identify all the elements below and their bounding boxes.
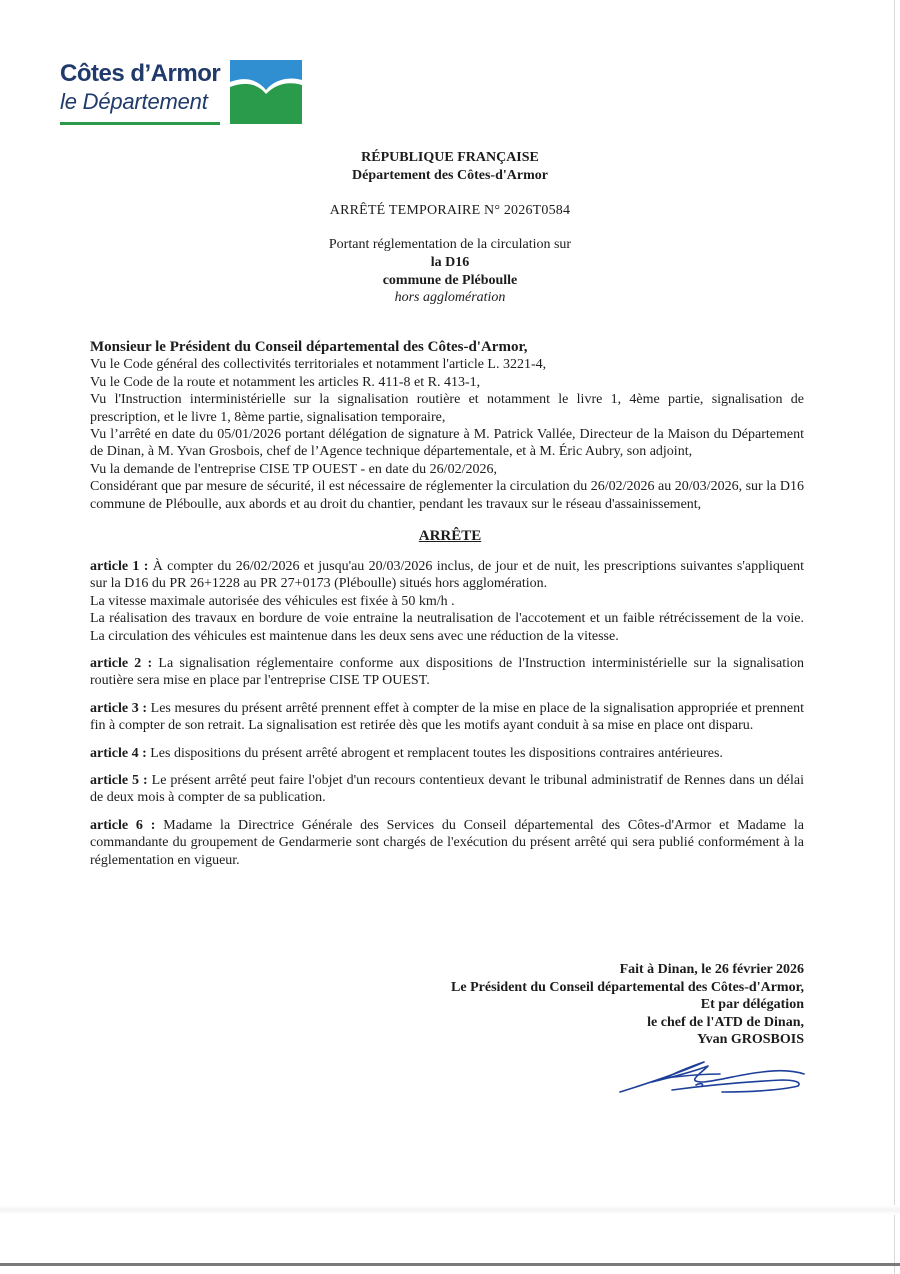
republique-heading: RÉPUBLIQUE FRANÇAISE [361,150,539,165]
article-text: La signalisation réglementaire conforme aux dispositions de l'Instruction interministérielle sur la signalisation routière sera mise en place par l'entreprise CISE TP OUEST. [90,656,805,689]
subject-line: Portant réglementation de la circulation sur [328,237,572,252]
preamble-line: Vu l'Instruction interministérielle sur la signalisation routière et notamment le livre 1, 4ème partie, signalisation de prescription, et le livre 1, 8ème partie, signalisation temporaire, [90,392,804,425]
departement-heading: Département des Côtes-d'Armor [352,168,548,183]
commune-name: commune de Pléboulle [382,273,518,288]
delegation-line: Et par délégation [700,997,804,1013]
preamble-line: Vu le Code de la route et notamment les articles R. 411-8 et R. 413-1, [90,374,481,390]
article-2 [90,655,804,690]
scan-artifact [0,1205,900,1215]
signatory-title: Le Président du Conseil départemental des Côtes-d'Armor, [451,979,804,995]
page-edge [894,0,895,1274]
article-label: article 3 : [90,700,148,716]
signatory-name: Yvan GROSBOIS [697,1032,804,1048]
article-label: article 1 : [90,559,149,574]
article-text: À compter du 26/02/2026 et jusqu'au 20/03/2026 inclus, de jour et de nuit, les prescriptions suivantes s'appliquent sur la D16 du PR 26+1228 au PR 27+0173 (Pléboulle) situés hors agglomération. [90,559,805,592]
article-label: article 5 : [90,773,148,789]
article-text: Madame la Directrice Générale des Services du Conseil départemental des Côtes-d'Armor et Madame la commandante du groupement de Gendarmerie sont chargés de l'exécution du présent arrêté qui sera publié conformément à la réglementation en vigueur. [90,817,805,868]
arrete-title: ARRÊTE [418,528,482,544]
preamble-line: Vu le Code général des collectivités territoriales et notamment l'article L. 3221-4, [90,357,547,373]
logo-text-line1: Côtes d’Armor [60,60,221,87]
preamble-line: Considérant que par mesure de sécurité, il est nécessaire de réglementer la circulation du 26/02/2026 au 20/03/2026, sur la D16 commune de Pléboulle, aux abords et au droit du chantier, pendant les travaux sur le réseau d'assainissement, [90,479,804,512]
arrete-number: ARRÊTÉ TEMPORAIRE N° 2026T0584 [329,203,571,218]
signatory-role: le chef de l'ATD de Dinan, [647,1014,804,1030]
article-label: article 2 : [90,656,153,672]
article-text: Le présent arrêté peut faire l'objet d'un recours contentieux devant le tribunal administratif de Rennes dans un délai de deux mois à compter de sa publication. [90,773,804,806]
signature-block [384,961,804,1049]
preamble-line: Vu la demande de l'entreprise CISE TP OUEST - en date du 26/02/2026, [90,461,497,477]
article-label: article 4 : [90,745,147,761]
logo-wave-mark-icon [230,60,302,124]
articles [90,558,804,879]
logo-text-line2: le Département [60,89,208,114]
preamble-line: Vu l’arrêté en date du 05/01/2026 portant délégation de signature à M. Patrick Vallée, Directeur de la Maison du Département de Dinan, à M. Yvan Grosbois, chef de l’Agence technique départementale, et à M. Éric Aubry, son adjoint, [90,427,804,460]
page-bottom-edge [0,1263,900,1266]
article-works-description: La réalisation des travaux en bordure de voie entraine la neutralisation de l'accotement et un faible rétrécissement de la voie. La circulation des véhicules est maintenue dans les deux sens avec une réduction de la vitesse. [90,611,804,644]
article-5 [90,772,804,807]
article-label: article 6 : [90,817,156,833]
preamble-lead: Monsieur le Président du Conseil départemental des Côtes-d'Armor, [90,339,528,355]
logo-underline [60,122,220,125]
handwritten-signature [612,1052,812,1100]
road-name: la D16 [430,255,470,270]
article-6 [90,817,804,869]
article-text: Les dispositions du présent arrêté abrogent et remplacent toutes les dispositions contraires antérieures. [150,745,723,761]
article-text: Les mesures du présent arrêté prennent effet à compter de la mise en place de la signalisation appropriée et prennent fin à compter de son retrait. La signalisation est retirée dès que les motifs ayant conduit à sa mise en place ont disparu. [90,700,805,734]
article-4 [90,745,804,762]
place-date: Fait à Dinan, le 26 février 2026 [619,962,804,977]
article-3 [90,700,804,735]
department-logo [60,60,305,130]
preamble [90,339,804,513]
article-1 [90,558,804,645]
article-speed-limit: La vitesse maximale autorisée des véhicules est fixée à 50 km/h . [90,593,455,609]
location-qualifier: hors agglomération [394,290,506,305]
